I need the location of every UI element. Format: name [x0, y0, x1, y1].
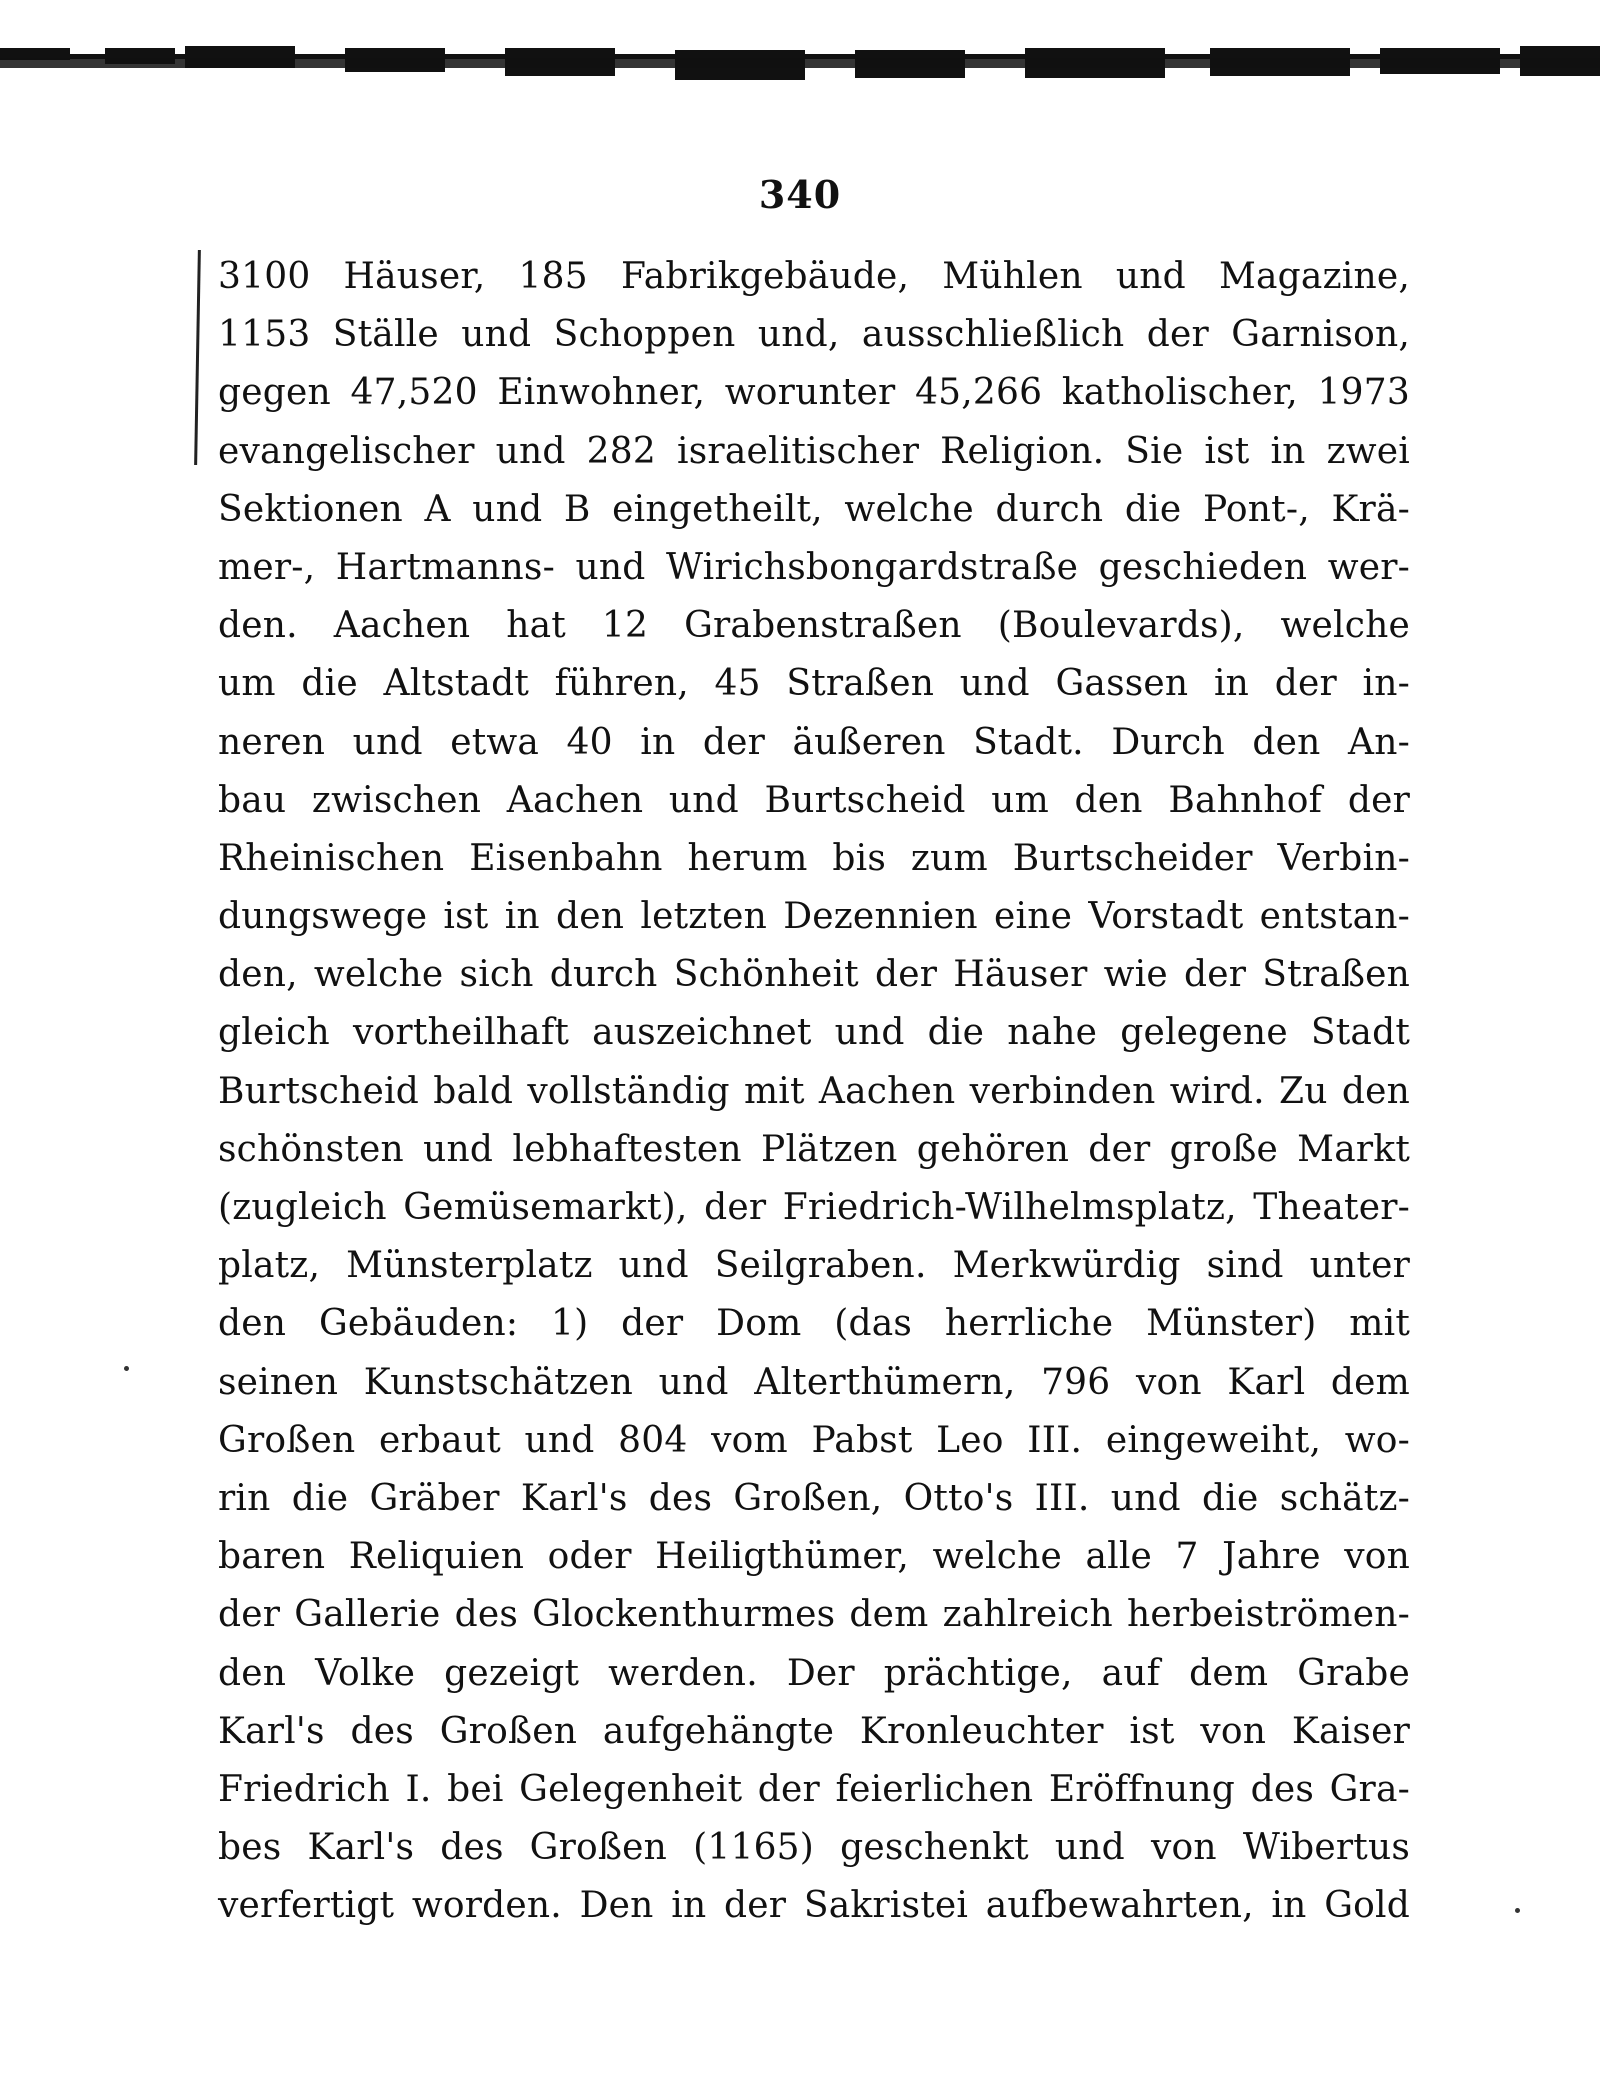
stray-ink-dot	[124, 1366, 129, 1371]
text-line: gleich vortheilhaft auszeichnet und die nahe gelegene Stadt	[218, 1012, 1410, 1054]
text-line: den Gebäuden: 1) der Dom (das herrliche Münster) mit	[218, 1303, 1410, 1345]
text-line: den, welche sich durch Schönheit der Häuser wie der Straßen	[218, 954, 1410, 996]
text-line: dungswege ist in den letzten Dezennien eine Vorstadt entstan-	[218, 896, 1410, 938]
text-line: gegen 47,520 Einwohner, worunter 45,266 katholischer, 1973	[218, 372, 1410, 414]
stray-ink-dot	[1515, 1908, 1520, 1913]
text-line: den Volke gezeigt werden. Der prächtige, auf dem Grabe	[218, 1652, 1410, 1694]
text-line: rin die Gräber Karl's des Großen, Otto's III. und die schätz-	[218, 1477, 1410, 1519]
text-line: (zugleich Gemüsemarkt), der Friedrich-Wilhelmsplatz, Theater-	[218, 1187, 1410, 1228]
text-line: seinen Kunstschätzen und Alterthümern, 796 von Karl dem	[218, 1361, 1410, 1403]
text-line: 3100 Häuser, 185 Fabrikgebäude, Mühlen und Magazine,	[218, 256, 1410, 297]
text-line: mer-, Hartmanns- und Wirichsbongardstraße geschieden wer-	[218, 546, 1410, 588]
text-line: verfertigt worden. Den in der Sakristei aufbewahrten, in Gold	[218, 1885, 1410, 1927]
text-line: bau zwischen Aachen und Burtscheid um den Bahnhof der	[218, 779, 1410, 821]
text-line: baren Reliquien oder Heiligthümer, welche alle 7 Jahre von	[218, 1536, 1410, 1578]
body-text	[218, 248, 1410, 1935]
text-line: Sektionen A und B eingetheilt, welche durch die Pont-, Krä-	[218, 488, 1410, 530]
text-line: neren und etwa 40 in der äußeren Stadt. Durch den An-	[218, 721, 1410, 763]
text-line: evangelischer und 282 israelitischer Religion. Sie ist in zwei	[218, 430, 1410, 472]
text-line: den. Aachen hat 12 Grabenstraßen (Boulevards), welche	[218, 605, 1410, 647]
text-line: Friedrich I. bei Gelegenheit der feierlichen Eröffnung des Gra-	[218, 1768, 1410, 1810]
text-line: Burtscheid bald vollständig mit Aachen verbinden wird. Zu den	[218, 1070, 1410, 1112]
text-line: der Gallerie des Glockenthurmes dem zahlreich herbeiströmen-	[218, 1594, 1410, 1636]
text-line: 1153 Ställe und Schoppen und, ausschließlich der Garnison,	[218, 314, 1410, 356]
text-line: bes Karl's des Großen (1165) geschenkt und von Wibertus	[218, 1827, 1410, 1869]
page-number: 340	[758, 172, 842, 217]
margin-pencil-mark	[194, 250, 201, 465]
text-line: Großen erbaut und 804 vom Pabst Leo III. eingeweiht, wo-	[218, 1419, 1410, 1461]
text-line: schönsten und lebhaftesten Plätzen gehören der große Markt	[218, 1128, 1410, 1170]
text-line: Karl's des Großen aufgehängte Kronleuchter ist von Kaiser	[218, 1710, 1410, 1752]
top-border-decoration	[0, 40, 1600, 90]
text-line: platz, Münsterplatz und Seilgraben. Merkwürdig sind unter	[218, 1245, 1410, 1287]
text-line: Rheinischen Eisenbahn herum bis zum Burtscheider Verbin-	[218, 837, 1410, 879]
text-line: um die Altstadt führen, 45 Straßen und Gassen in der in-	[218, 663, 1410, 705]
